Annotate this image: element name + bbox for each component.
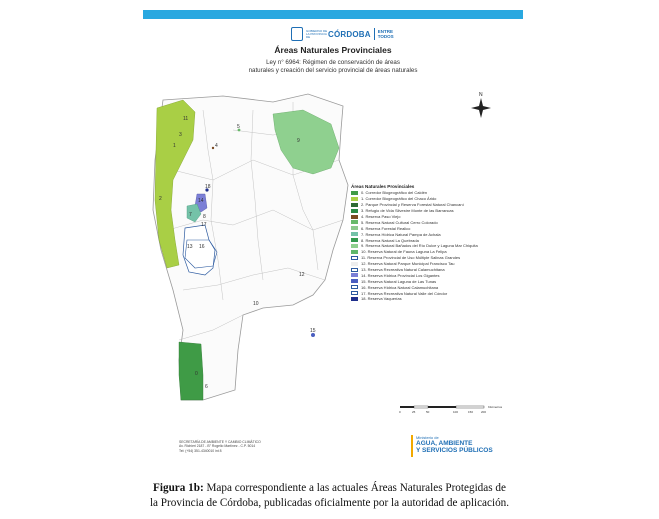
footer-line-3: Tel: (+54) 351-4340010 int 8 (179, 448, 222, 453)
legend-label: 3. Refugio de Vida Silvestre Monte de las Barrancas (361, 208, 454, 214)
area-calden (179, 342, 203, 400)
subtitle-line-2: naturales y creación del servicio provincial de áreas naturales (248, 67, 418, 74)
legend-swatch (351, 232, 358, 236)
logo-separator (374, 28, 375, 40)
logo-tag (378, 29, 394, 39)
map-subtitle (213, 59, 453, 75)
legend-label: 18. Reserva Vaquerías (361, 296, 402, 302)
scale-tick-5: 200 (481, 410, 487, 414)
legend-swatch (351, 291, 358, 295)
map-label-12: 12 (299, 272, 305, 278)
map-label-18: 18 (205, 184, 211, 190)
legend-swatch (351, 256, 358, 260)
compass-north: N (479, 92, 483, 98)
scale-unit: Kilómetros (488, 405, 503, 409)
legend-items (351, 190, 521, 302)
legend-swatch (351, 244, 358, 248)
legend-swatch (351, 215, 358, 219)
map-label-3: 3 (179, 132, 182, 138)
legend-label: 14. Reserva Hídrica Provincial Los Gigantes (361, 272, 440, 278)
legend-label: 10. Reserva Natural de Fauna Laguna La Felipa (361, 249, 447, 255)
legend-label: 2. Parque Provincial y Reserva Forestal Natural Chancaní (361, 202, 464, 208)
legend-swatch (351, 209, 358, 213)
footer-line-1: SECRETARÍA DE AMBIENTE Y CAMBIO CLIMÁTICO (179, 440, 261, 444)
cordoba-logo (291, 24, 394, 44)
legend-swatch (351, 279, 358, 283)
legend-label: 8. Reserva Natural La Quebrada (361, 237, 419, 243)
legend-swatch (351, 238, 358, 242)
legend-swatch (351, 262, 358, 266)
caption-line-2: la Provincia de Córdoba, publicadas oficialmente por la autoridad de aplicación. (149, 497, 510, 509)
map-label-11: 11 (183, 116, 189, 122)
scale-tick-1: 25 (412, 410, 416, 414)
map-label-4: 4 (215, 143, 218, 149)
map-label-17: 17 (201, 222, 207, 228)
subtitle-line-1: Ley n° 6964: Régimen de conservación de áreas (266, 59, 400, 66)
logo-small-text: GOBIERNO DE LA PROVINCIA DE (306, 28, 328, 39)
legend-label: 5. Reserva Natural Cultural Cerro Colorado (361, 219, 438, 225)
legend-title: Áreas Naturales Provinciales (351, 184, 415, 189)
legend-swatch (351, 220, 358, 224)
map-label-6: 6 (205, 384, 208, 390)
top-color-bar (143, 10, 523, 19)
legend-label: 13. Reserva Recreativa Natural Calamuchitana (361, 267, 445, 273)
map-title: Áreas Naturales Provinciales (274, 45, 392, 55)
legend-label: 0. Corredor Biogeográfico del Caldén (361, 190, 428, 196)
map-label-1: 1 (173, 143, 176, 149)
caption-text-1: Mapa correspondiente a las actuales Áreas Naturales Protegidas de (203, 482, 506, 494)
map-label-16: 16 (199, 244, 205, 250)
legend-swatch (351, 297, 358, 301)
legend-swatch (351, 197, 358, 201)
legend-swatch (351, 250, 358, 254)
scale-tick-3: 100 (453, 410, 459, 414)
footer-contact (179, 440, 261, 453)
legend-label: 1. Corredor Biogeográfico del Chaco Árido (361, 196, 437, 202)
legend-item (351, 296, 521, 302)
legend-swatch (351, 191, 358, 195)
map-label-14: 14 (198, 198, 204, 204)
legend-label: 9. Reserva Natural Bañados del Río Dulce y Laguna Mar Chiquita (361, 243, 478, 249)
scale-tick-2: 50 (426, 410, 430, 414)
map-label-2: 2 (159, 196, 162, 202)
legend-label: 12. Reserva Natural Parque Municipal Francisco Tau (361, 261, 455, 267)
legend-label: 17. Reserva Recreativa Natural Valle del Cóndor (361, 290, 448, 296)
ministry-logo (411, 435, 493, 457)
map-label-5: 5 (237, 124, 240, 130)
legend-label: 4. Reserva Paso Viejo (361, 214, 401, 219)
scale-bar (398, 402, 508, 416)
legend-label: 16. Reserva Hídrica Natural Calamuchitana (361, 284, 439, 290)
map-label-9: 9 (297, 138, 300, 144)
ministry-accent-bar (411, 435, 413, 457)
scale-tick-4: 150 (468, 410, 474, 414)
ministry-small: Ministerio de (416, 435, 439, 440)
legend-label: 15. Reserva Natural Laguna de Las Tunas (361, 278, 437, 284)
ministry-line-2: Y SERVICIOS PÚBLICOS (416, 447, 493, 454)
legend-label: 11. Reserva Provincial de Uso Múltiple Salinas Grandes (361, 255, 461, 261)
footer-line-2: Av. Richieri 2187 - B° Rogelio Martínez - C.P. 5014 (179, 444, 256, 449)
logo-big-text: CÓRDOBA (328, 29, 371, 39)
legend-label: 6. Reserva Forestal Realico (361, 225, 411, 231)
legend-swatch (351, 203, 358, 207)
logo-tag-line-2: TODOS (377, 34, 394, 39)
map-label-10: 10 (253, 301, 259, 307)
logo-tag-line-1: ENTRE (377, 29, 393, 34)
scale-tick-0: 0 (399, 410, 401, 414)
caption-label: Figura 1b: (153, 482, 204, 494)
legend-swatch (351, 285, 358, 289)
seal-icon (291, 27, 303, 41)
figure-caption (0, 481, 659, 511)
legend-swatch (351, 273, 358, 277)
map-label-13: 13 (187, 244, 193, 250)
map-legend (351, 184, 521, 302)
map-label-7: 7 (189, 212, 192, 218)
map-label-8: 8 (203, 214, 206, 220)
map-poster (143, 10, 523, 465)
legend-swatch (351, 268, 358, 272)
map-label-0: 0 (195, 371, 198, 377)
legend-swatch (351, 226, 358, 230)
area-dot-paso-viejo (212, 147, 214, 149)
ministry-line-1: AGUA, AMBIENTE (416, 440, 473, 447)
legend-label: 7. Reserva Hídrica Natural Pampa de Achala (361, 231, 441, 237)
compass-rose-icon (471, 92, 491, 118)
caption-line-1 (0, 481, 659, 496)
map-label-15: 15 (310, 328, 316, 334)
